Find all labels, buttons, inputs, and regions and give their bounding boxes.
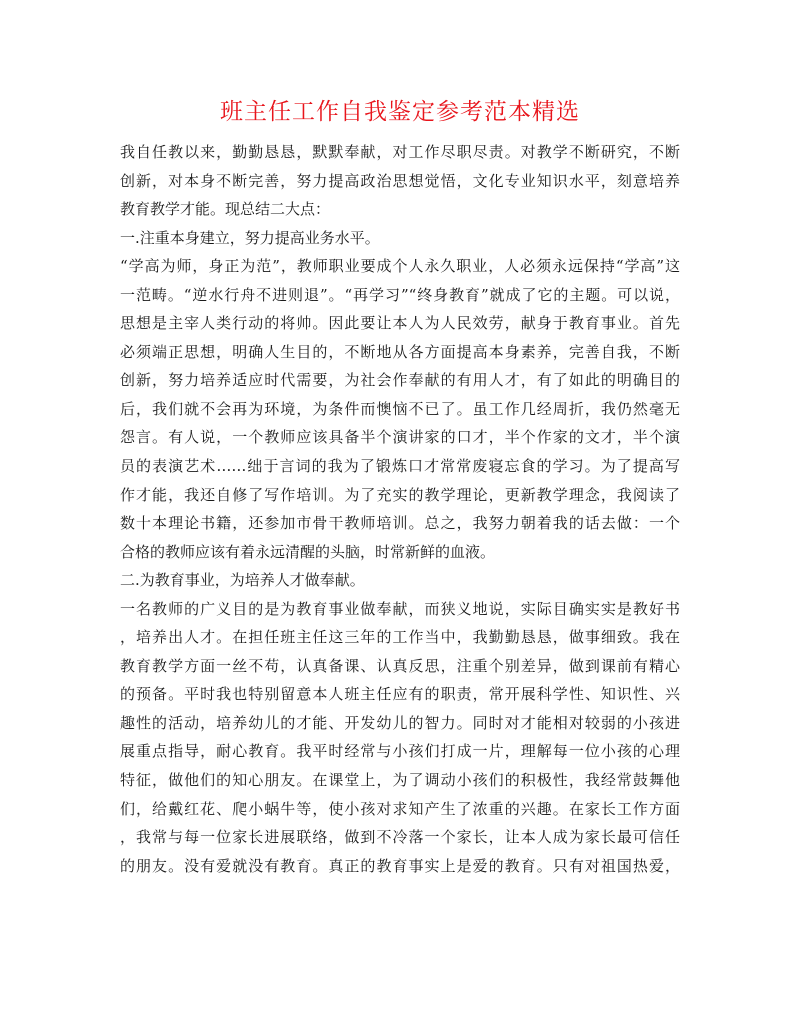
text-line: ，培养出人才。在担任班主任这三年的工作当中，我勤勤恳恳，做事细致。我在	[120, 628, 680, 647]
text-line: 教育教学才能。现总结二大点：	[120, 200, 331, 219]
text-line: 必须端正思想，明确人生目的，不断地从各方面提高本身素养，完善自我，不断	[120, 342, 680, 361]
text-line: 后，我们就不会再为环境，为条件而懊恼不已了。虽工作几经周折，我仍然毫无	[120, 399, 680, 418]
text-line: 我自任教以来，勤勤恳恳，默默奉献，对工作尽职尽责。对教学不断研究，不断	[120, 143, 680, 161]
text-line: 们，给戴红花、爬小蜗牛等，使小孩对求知产生了浓重的兴趣。在家长工作方面	[120, 799, 680, 818]
text-line: 思想是主宰人类行动的将帅。因此要让本人为人民效劳，献身于教育事业。首先	[120, 314, 680, 333]
text-line: 创新，努力培养适应时代需要，为社会作奉献的有用人才，有了如此的明确目的	[120, 371, 680, 390]
text-line: 一名教师的广义目的是为教育事业做奉献，而狭义地说，实际目确实实是教好书	[120, 599, 680, 618]
text-line: 一.注重本身建立，努力提高业务水平。	[120, 228, 380, 247]
document-body	[120, 138, 680, 880]
text-line: 员的表演艺术……绌于言词的我为了锻炼口才常常废寝忘食的学习。为了提高写	[120, 457, 680, 476]
text-line: 数十本理论书籍，还参加市骨干教师培训。总之，我努力朝着我的话去做：一个	[120, 514, 680, 533]
text-line: ，我常与每一位家长进展联络，做到不冷落一个家长，让本人成为家长最可信任	[120, 828, 680, 847]
text-line: 展重点指导，耐心教育。我平时经常与小孩们打成一片，理解每一位小孩的心理	[120, 742, 680, 761]
text-line: 作才能，我还自修了写作培训。为了充实的教学理论，更新教学理念，我阅读了	[120, 485, 680, 504]
text-line: 趣性的活动，培养幼儿的才能、开发幼儿的智力。同时对才能相对较弱的小孩进	[120, 713, 680, 732]
text-line: 怨言。有人说，一个教师应该具备半个演讲家的口才，半个作家的文才，半个演	[120, 428, 680, 447]
text-line: 创新，对本身不断完善，努力提高政治思想觉悟，文化专业知识水平，刻意培养	[120, 171, 680, 190]
text-line: 二.为教育事业，为培养人才做奉献。	[120, 571, 365, 590]
text-line: 的朋友。没有爱就没有教育。真正的教育事实上是爱的教育。只有对祖国热爱，	[120, 856, 680, 875]
text-line: 一范畴。“逆水行舟不进则退”。“再学习”“终身教育”就成了它的主题。可以说，	[120, 285, 680, 304]
text-line: 合格的教师应该有着永远清醒的头脑，时常新鲜的血液。	[120, 542, 496, 561]
text-line: 的预备。平时我也特别留意本人班主任应有的职责，常开展科学性、知识性、兴	[120, 685, 680, 704]
text-line: 教育教学方面一丝不苟，认真备课、认真反思，注重个别差异，做到课前有精心	[120, 656, 680, 675]
text-line: 特征，做他们的知心朋友。在课堂上，为了调动小孩们的积极性，我经常鼓舞他	[120, 771, 680, 790]
document-title: 班主任工作自我鉴定参考范本精选	[220, 99, 580, 125]
text-line: “学高为师，身正为范”，教师职业要成个人永久职业，人必须永远保持“学高”这	[120, 257, 680, 276]
